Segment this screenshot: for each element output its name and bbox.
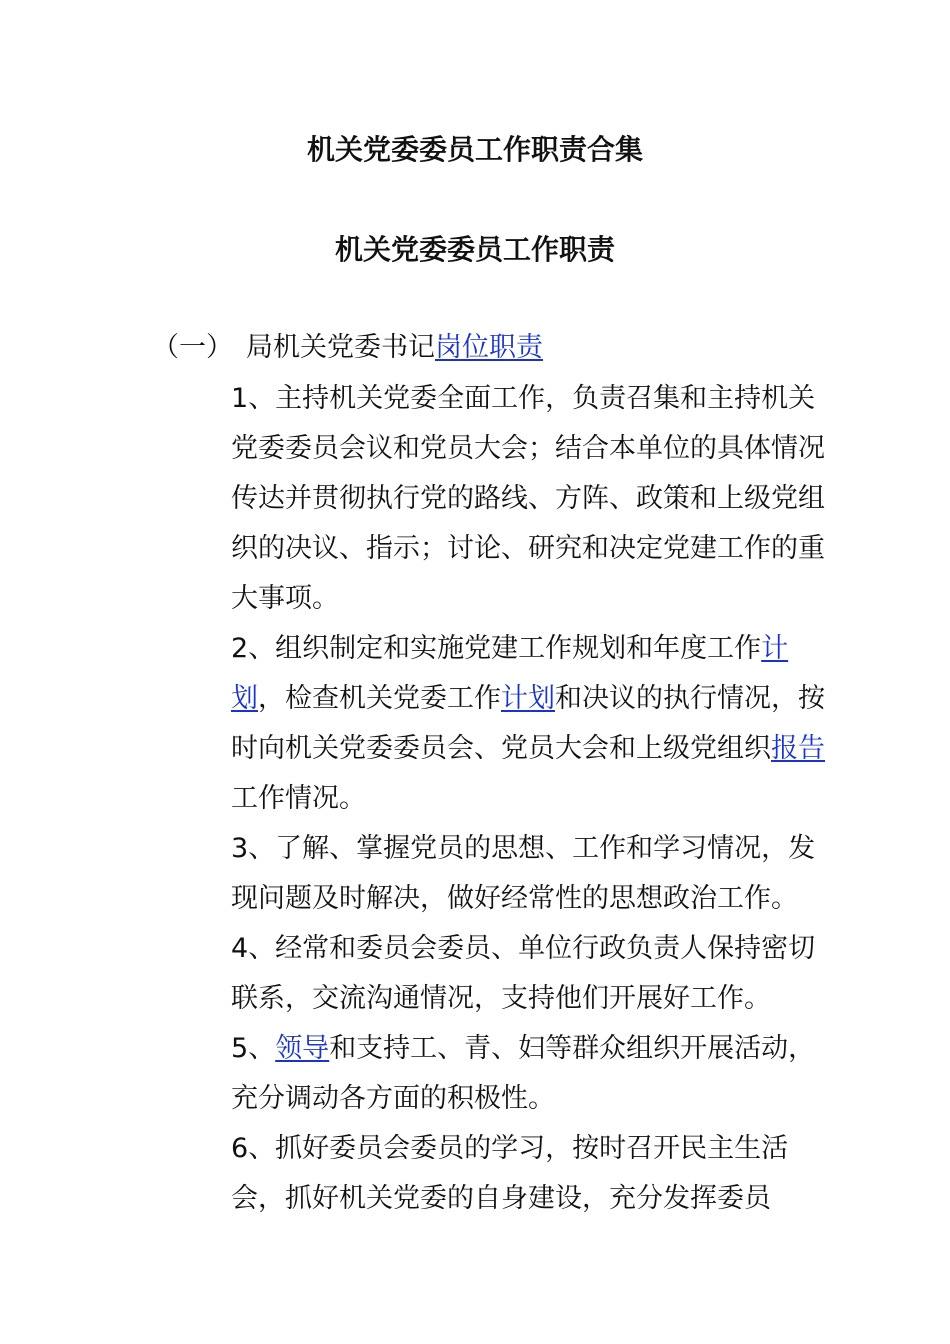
- item-text: 、: [248, 1033, 276, 1064]
- item-text: 、主持机关党委全面工作，负责召集和主持机关党委委员会议和党员大会；结合本单位的具体情况传达并贯彻执行党的路线、方阵、政策和上级党组织的决议、指示；讨论、研究和决定党建工作的重大事项。: [231, 383, 825, 614]
- item-number: 6: [231, 1133, 249, 1164]
- section-number: （一）: [152, 332, 233, 363]
- job-duties-link[interactable]: 岗位职责: [435, 332, 543, 363]
- item-text: 、组织制定和实施党建工作规划和年度工作: [248, 633, 762, 664]
- item-text: 工作情况。: [231, 783, 366, 814]
- duty-item-2: [231, 624, 831, 824]
- duty-item-3: [231, 824, 831, 924]
- item-text: 、抓好委员会委员的学习，按时召开民主生活会，抓好机关党委的自身建设，充分发挥委员: [231, 1133, 789, 1214]
- item-number: 1: [231, 383, 249, 414]
- item-text: 、经常和委员会委员、单位行政负责人保持密切联系，交流沟通情况，支持他们开展好工作。: [231, 933, 816, 1014]
- item-text: 、了解、掌握党员的思想、工作和学习情况，发现问题及时解决，做好经常性的思想政治工作。: [231, 833, 816, 914]
- document-title: 机关党委委员工作职责合集: [306, 133, 643, 166]
- duty-item-5: [231, 1024, 831, 1124]
- section-heading-text: 局机关党委书记: [246, 332, 435, 363]
- item-text: ，检查机关党委工作: [258, 683, 501, 714]
- document-subtitle: 机关党委委员工作职责: [334, 233, 615, 266]
- plan-link[interactable]: 计划: [501, 683, 555, 714]
- item-text: 和决议的执行情况，按时向机关党委委员会、党员大会和上级党组织: [231, 683, 825, 764]
- duties-list: [231, 374, 831, 1224]
- item-number: 5: [231, 1033, 249, 1064]
- report-link[interactable]: 报告: [771, 733, 825, 764]
- item-text: 和支持工、青、妇等群众组织开展活动，充分调动各方面的积极性。: [231, 1033, 816, 1114]
- item-number: 3: [231, 833, 249, 864]
- section-heading: [152, 328, 543, 368]
- plan-link[interactable]: 计划: [231, 633, 789, 714]
- leadership-link[interactable]: 领导: [275, 1033, 330, 1064]
- duty-item-1: [231, 374, 831, 624]
- item-number: 2: [231, 633, 249, 664]
- item-number: 4: [231, 933, 249, 964]
- duty-item-4: [231, 924, 831, 1024]
- duty-item-6: [231, 1124, 831, 1224]
